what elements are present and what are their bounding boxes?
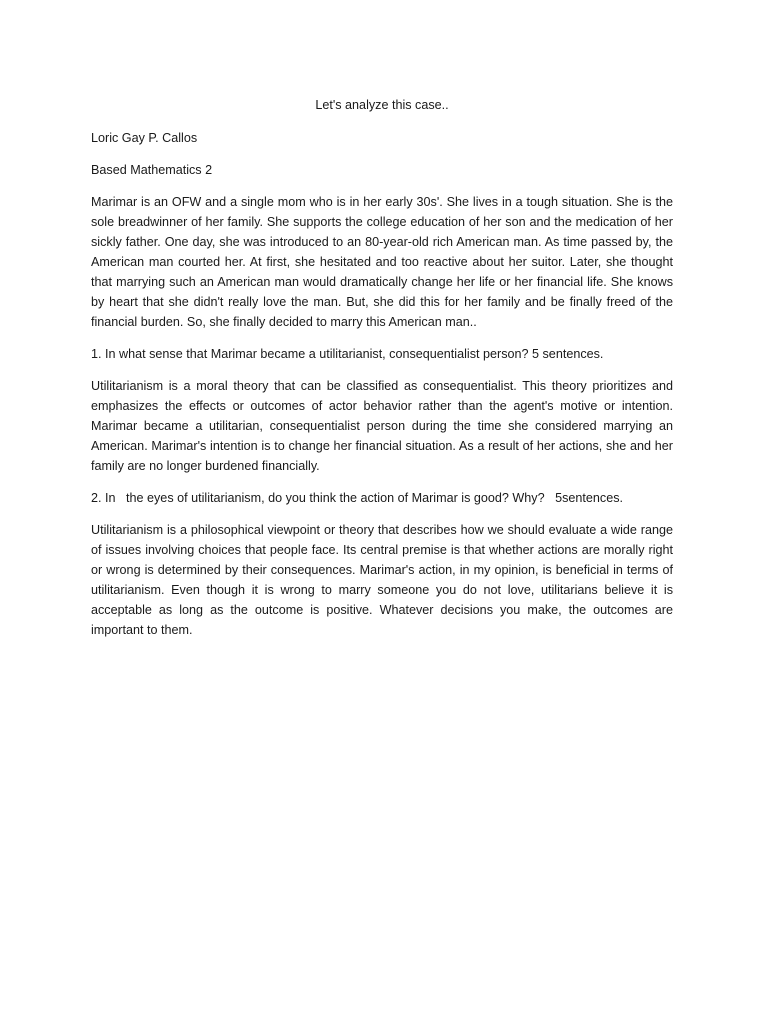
- answer-1: Utilitarianism is a moral theory that can be classified as consequentialist. This theory prioritizes and emphasizes the effects or outcomes of actor behavior rather than the agent's motive or intention. Marimar became a utilitarian, consequentialist person during the time she considered marrying an American. Marimar's intention is to change her financial situation. As a result of her actions, she and her family are no longer burdened financially.: [91, 379, 673, 473]
- question-1: 1. In what sense that Marimar became a utilitarianist, consequentialist person? 5 sentences.: [91, 347, 604, 361]
- case-paragraph: Marimar is an OFW and a single mom who is in her early 30s'. She lives in a tough situation. She is the sole breadwinner of her family. She supports the college education of her son and the medication of her sickly father. One day, she was introduced to an 80-year-old rich American man. As time passed by, the American man courted her. At first, she hesitated and too reactive about her suitor. Later, she thought that marrying such an American man would dramatically change her life or her financial life. She knows by heart that she didn't really love the man. But, she did this for her family and be finally freed of the financial burden. So, she finally decided to marry this American man..: [91, 195, 673, 329]
- subject-name: Based Mathematics 2: [91, 163, 213, 177]
- answer-2: Utilitarianism is a philosophical viewpoint or theory that describes how we should evaluate a wide range of issues involving choices that people face. Its central premise is that whether actions are morally right or wrong is determined by their consequences. Marimar's action, in my opinion, is beneficial in terms of utilitarianism. Even though it is wrong to marry someone you do not love, utilitarians believe it is acceptable as long as the outcome is positive. Whatever decisions you make, the outcomes are important to them.: [91, 523, 673, 637]
- question-2: 2. In the eyes of utilitarianism, do you think the action of Marimar is good? Why? 5sentences.: [91, 491, 624, 505]
- author-name: Loric Gay P. Callos: [91, 131, 198, 145]
- document-body: [91, 95, 673, 652]
- document-title: Let's analyze this case..: [315, 98, 449, 112]
